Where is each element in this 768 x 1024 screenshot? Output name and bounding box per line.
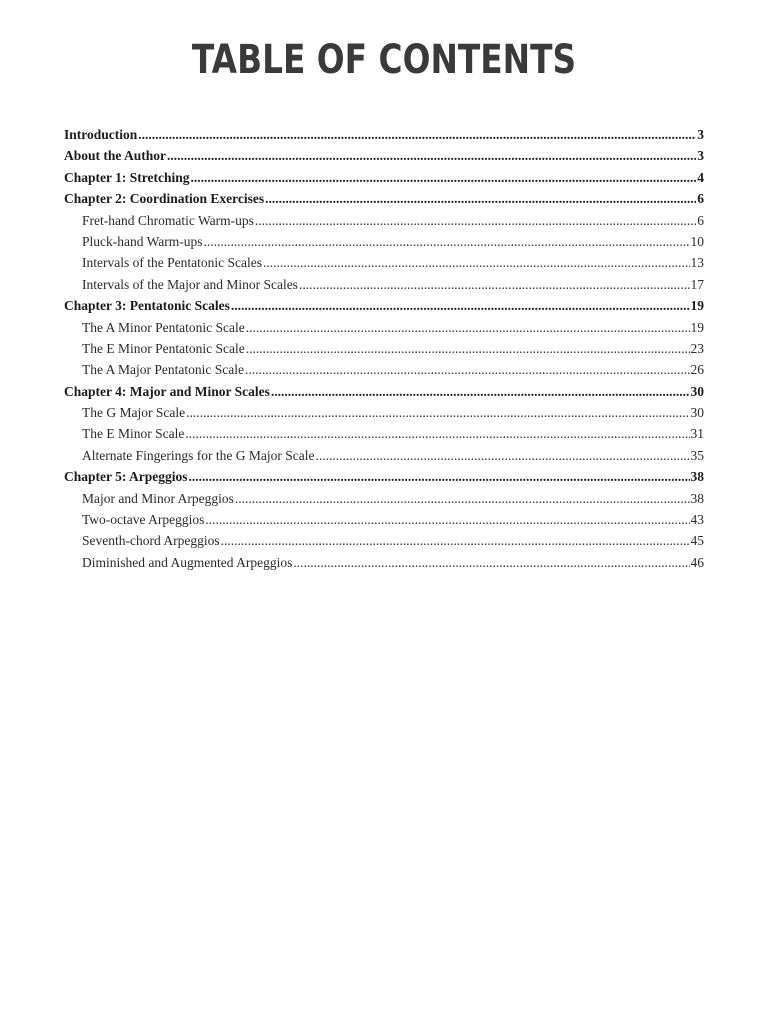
toc-entry-a-major-pentatonic[interactable] xyxy=(64,359,704,380)
toc-dot-leader xyxy=(293,552,689,573)
toc-dot-leader xyxy=(263,252,690,273)
toc-entry-two-octave-arpeggios[interactable] xyxy=(64,509,704,530)
toc-entry-intervals-pentatonic[interactable] xyxy=(64,252,704,273)
toc-page-number: 30 xyxy=(690,405,704,421)
toc-dot-leader xyxy=(221,530,690,551)
toc-page-number: 30 xyxy=(690,383,704,399)
toc-dot-leader xyxy=(205,509,689,530)
toc-entry-label: Alternate Fingerings for the G Major Scale xyxy=(82,447,315,463)
toc-dot-leader xyxy=(189,466,690,487)
toc-entry-major-minor-arpeggios[interactable] xyxy=(64,488,704,509)
toc-entry-intervals-major-minor[interactable] xyxy=(64,274,704,295)
toc-entry-label: About the Author xyxy=(64,148,167,164)
toc-dot-leader xyxy=(167,145,696,166)
toc-page-number: 43 xyxy=(690,512,704,528)
toc-entry-label: Intervals of the Pentatonic Scales xyxy=(82,255,262,271)
toc-entry-label: Fret-hand Chromatic Warm-ups xyxy=(82,212,254,228)
toc-list xyxy=(64,124,704,573)
toc-dot-leader xyxy=(186,402,689,423)
toc-entry-label: Chapter 3: Pentatonic Scales xyxy=(64,298,230,314)
toc-page-number: 17 xyxy=(690,276,704,292)
toc-entry-e-minor-scale[interactable] xyxy=(64,423,704,444)
toc-page-number: 13 xyxy=(690,255,704,271)
toc-entry-chapter-2[interactable] xyxy=(64,188,704,209)
toc-entry-diminished-augmented-arpeggios[interactable] xyxy=(64,552,704,573)
toc-entry-label: Introduction xyxy=(64,127,138,142)
toc-entry-chapter-1[interactable] xyxy=(64,167,704,188)
toc-entry-introduction[interactable] xyxy=(64,124,704,145)
toc-page-number: 46 xyxy=(690,554,704,570)
toc-dot-leader xyxy=(204,231,690,252)
toc-page-number: 23 xyxy=(690,340,704,356)
toc-dot-leader xyxy=(231,295,690,316)
toc-dot-leader xyxy=(191,167,697,188)
toc-page-number: 10 xyxy=(690,233,704,249)
toc-page-number: 4 xyxy=(697,169,704,185)
toc-dot-leader xyxy=(246,317,690,338)
toc-entry-label: Chapter 5: Arpeggios xyxy=(64,469,188,485)
toc-page-number: 6 xyxy=(697,212,704,228)
toc-dot-leader xyxy=(185,423,689,444)
toc-entry-chapter-5[interactable] xyxy=(64,466,704,487)
toc-page-number: 3 xyxy=(697,148,704,164)
toc-entry-label: Intervals of the Major and Minor Scales xyxy=(82,276,298,292)
toc-page-number: 3 xyxy=(697,127,704,142)
toc-dot-leader xyxy=(255,210,696,231)
toc-entry-label: The G Major Scale xyxy=(82,405,186,421)
toc-entry-label: Major and Minor Arpeggios xyxy=(82,490,234,506)
toc-dot-leader xyxy=(246,338,690,359)
toc-dot-leader xyxy=(315,445,689,466)
page-title: TABLE OF CONTENTS xyxy=(191,37,577,83)
toc-page-number: 26 xyxy=(690,362,704,378)
toc-entry-e-minor-pentatonic[interactable] xyxy=(64,338,704,359)
toc-entry-label: Diminished and Augmented Arpeggios xyxy=(82,554,293,570)
toc-dot-leader xyxy=(235,488,690,509)
toc-entry-label: Two-octave Arpeggios xyxy=(82,512,205,528)
toc-entry-a-minor-pentatonic[interactable] xyxy=(64,317,704,338)
toc-page-number: 38 xyxy=(690,490,704,506)
toc-entry-label: The A Major Pentatonic Scale xyxy=(82,362,244,378)
toc-dot-leader xyxy=(138,124,696,145)
toc-entry-label: Seventh-chord Arpeggios xyxy=(82,533,220,549)
toc-page-number: 31 xyxy=(690,426,704,442)
toc-dot-leader xyxy=(265,188,696,209)
toc-entry-chapter-4[interactable] xyxy=(64,381,704,402)
toc-dot-leader xyxy=(245,359,690,380)
toc-entry-fret-hand-chromatic-warm-ups[interactable] xyxy=(64,210,704,231)
toc-entry-label: The E Minor Pentatonic Scale xyxy=(82,340,245,356)
toc-entry-pluck-hand-warm-ups[interactable] xyxy=(64,231,704,252)
toc-entry-about-the-author[interactable] xyxy=(64,145,704,166)
toc-entry-label: The A Minor Pentatonic Scale xyxy=(82,319,245,335)
toc-entry-label: Chapter 1: Stretching xyxy=(64,169,190,185)
toc-page-number: 35 xyxy=(690,447,704,463)
toc-entry-label: The E Minor Scale xyxy=(82,426,185,442)
toc-dot-leader xyxy=(271,381,690,402)
toc-page-number: 19 xyxy=(690,319,704,335)
toc-entry-seventh-chord-arpeggios[interactable] xyxy=(64,530,704,551)
toc-entry-label: Chapter 4: Major and Minor Scales xyxy=(64,383,270,399)
toc-page-number: 38 xyxy=(690,469,704,485)
toc-entry-g-major-scale[interactable] xyxy=(64,402,704,423)
toc-dot-leader xyxy=(299,274,690,295)
toc-entry-label: Chapter 2: Coordination Exercises xyxy=(64,191,265,207)
toc-page-number: 19 xyxy=(690,298,704,314)
toc-entry-chapter-3[interactable] xyxy=(64,295,704,316)
toc-entry-label: Pluck-hand Warm-ups xyxy=(82,233,203,249)
toc-page-number: 6 xyxy=(697,191,704,207)
toc-page-number: 45 xyxy=(690,533,704,549)
toc-entry-alternate-fingerings[interactable] xyxy=(64,445,704,466)
